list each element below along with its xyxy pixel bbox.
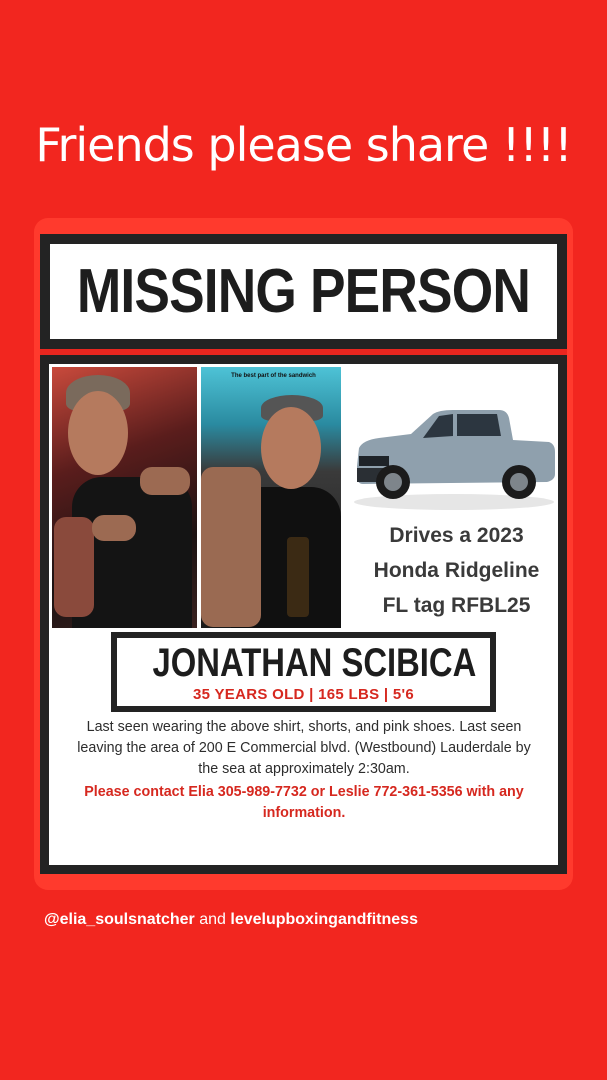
person-stats: 35 YEARS OLD | 165 LBS | 5'6 <box>193 686 414 703</box>
person-photo-2 <box>201 367 341 628</box>
credit-handle-2[interactable]: levelupboxingandfitness <box>230 911 418 928</box>
story-credit <box>44 911 418 929</box>
last-seen-description: Last seen wearing the above shirt, shorts, and pink shoes. Last seen leaving the area of 200 E Commercial blvd. (Westbound) Lauderdale by the sea at approximately 2:30am. <box>77 719 531 777</box>
title-inner <box>47 241 560 342</box>
name-inner <box>117 638 490 706</box>
face-shape <box>68 391 128 475</box>
title-frame <box>40 234 567 349</box>
person-name: JONATHAN SCIBICA <box>152 641 477 685</box>
story-headline: Friends please share !!!! <box>35 118 572 172</box>
credit-connector: and <box>194 911 231 928</box>
hand-shape <box>140 467 190 495</box>
poster-content <box>49 364 558 865</box>
vehicle-line-1: Drives a 2023 <box>389 524 524 547</box>
tv-caption: The best part of the sandwich <box>231 373 316 379</box>
bottle-shape <box>287 537 309 617</box>
vehicle-info <box>354 518 559 623</box>
tattoo-arm-shape <box>201 467 261 627</box>
contact-info: Please contact Elia 305-989-7732 or Leslie 772-361-5356 with any information. <box>84 784 524 821</box>
missing-poster <box>40 234 567 874</box>
hand-shape-2 <box>92 515 136 541</box>
credit-handle-1[interactable]: @elia_soulsnatcher <box>44 911 195 928</box>
name-frame <box>111 632 496 712</box>
person-photo-1 <box>52 367 197 628</box>
pickup-truck-image <box>349 404 559 514</box>
vehicle-line-3: FL tag RFBL25 <box>382 594 531 617</box>
content-frame <box>40 355 567 874</box>
arm-shape <box>54 517 94 617</box>
vehicle-line-2: Honda Ridgeline <box>373 559 540 582</box>
person-name-wrap <box>117 641 490 686</box>
poster-title: MISSING PERSON <box>76 257 531 326</box>
face-shape <box>261 407 321 489</box>
